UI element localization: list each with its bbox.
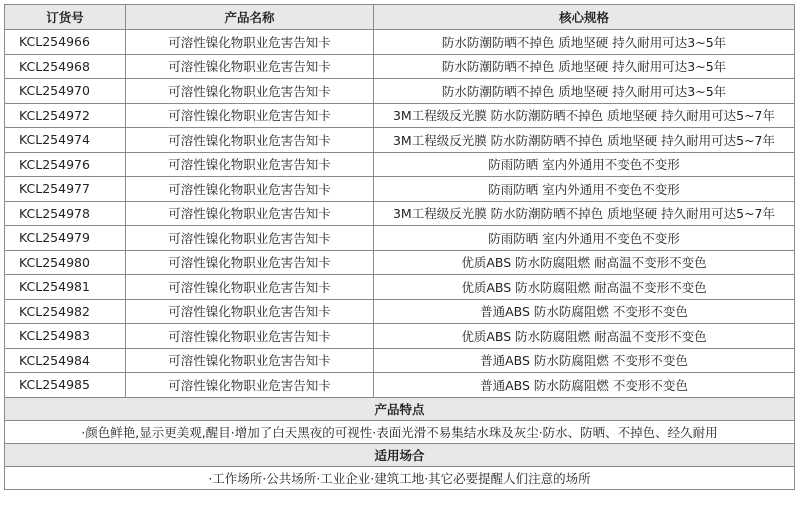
table-row <box>5 103 795 128</box>
order-number-cell: KCL254984 <box>5 348 126 373</box>
product-name-cell: 可溶性镍化物职业危害告知卡 <box>126 250 374 275</box>
core-spec-cell: 普通ABS 防水防腐阻燃 不变形不变色 <box>374 348 795 373</box>
table-row <box>5 348 795 373</box>
table-row <box>5 275 795 300</box>
applications-title-row <box>5 443 795 466</box>
product-name-cell: 可溶性镍化物职业危害告知卡 <box>126 373 374 398</box>
core-spec-cell: 防雨防晒 室内外通用不变色不变形 <box>374 152 795 177</box>
table-row <box>5 373 795 398</box>
product-name-cell: 可溶性镍化物职业危害告知卡 <box>126 226 374 251</box>
table-row <box>5 226 795 251</box>
order-number-cell: KCL254981 <box>5 275 126 300</box>
applications-text-row <box>5 466 795 489</box>
table-row <box>5 152 795 177</box>
product-name-cell: 可溶性镍化物职业危害告知卡 <box>126 299 374 324</box>
product-name-cell: 可溶性镍化物职业危害告知卡 <box>126 348 374 373</box>
table-row <box>5 54 795 79</box>
table-row <box>5 177 795 202</box>
order-number-cell: KCL254978 <box>5 201 126 226</box>
core-spec-cell: 3M工程级反光膜 防水防潮防晒不掉色 质地坚硬 持久耐用可达5~7年 <box>374 128 795 153</box>
core-spec-cell: 3M工程级反光膜 防水防潮防晒不掉色 质地坚硬 持久耐用可达5~7年 <box>374 201 795 226</box>
table-row <box>5 324 795 349</box>
core-spec-cell: 优质ABS 防水防腐阻燃 耐高温不变形不变色 <box>374 275 795 300</box>
product-name-cell: 可溶性镍化物职业危害告知卡 <box>126 177 374 202</box>
core-spec-cell: 防雨防晒 室内外通用不变色不变形 <box>374 177 795 202</box>
order-number-cell: KCL254968 <box>5 54 126 79</box>
header-product-name: 产品名称 <box>126 5 374 30</box>
order-number-cell: KCL254985 <box>5 373 126 398</box>
core-spec-cell: 普通ABS 防水防腐阻燃 不变形不变色 <box>374 299 795 324</box>
table-row <box>5 201 795 226</box>
core-spec-cell: 优质ABS 防水防腐阻燃 耐高温不变形不变色 <box>374 324 795 349</box>
table-row <box>5 250 795 275</box>
header-core-spec: 核心规格 <box>374 5 795 30</box>
core-spec-cell: 防雨防晒 室内外通用不变色不变形 <box>374 226 795 251</box>
product-name-cell: 可溶性镍化物职业危害告知卡 <box>126 79 374 104</box>
core-spec-cell: 普通ABS 防水防腐阻燃 不变形不变色 <box>374 373 795 398</box>
table-body <box>5 30 795 398</box>
table-row <box>5 128 795 153</box>
product-name-cell: 可溶性镍化物职业危害告知卡 <box>126 152 374 177</box>
features-text-row <box>5 420 795 443</box>
core-spec-cell: 防水防潮防晒不掉色 质地坚硬 持久耐用可达3~5年 <box>374 30 795 55</box>
order-number-cell: KCL254982 <box>5 299 126 324</box>
core-spec-cell: 3M工程级反光膜 防水防潮防晒不掉色 质地坚硬 持久耐用可达5~7年 <box>374 103 795 128</box>
order-number-cell: KCL254974 <box>5 128 126 153</box>
table-header-row <box>5 5 795 30</box>
product-table-container <box>4 4 795 490</box>
order-number-cell: KCL254979 <box>5 226 126 251</box>
applications-text: ·工作场所·公共场所·工业企业·建筑工地·其它必要提醒人们注意的场所 <box>5 466 795 489</box>
features-text: ·颜色鲜艳,显示更美观,醒目·增加了白天黑夜的可视性·表面光滑不易集结水珠及灰尘·防水、防晒、不掉色、经久耐用 <box>5 420 795 443</box>
product-name-cell: 可溶性镍化物职业危害告知卡 <box>126 201 374 226</box>
product-name-cell: 可溶性镍化物职业危害告知卡 <box>126 324 374 349</box>
table-row <box>5 79 795 104</box>
applications-title: 适用场合 <box>5 443 795 466</box>
order-number-cell: KCL254970 <box>5 79 126 104</box>
product-table <box>4 4 795 490</box>
product-name-cell: 可溶性镍化物职业危害告知卡 <box>126 30 374 55</box>
core-spec-cell: 防水防潮防晒不掉色 质地坚硬 持久耐用可达3~5年 <box>374 79 795 104</box>
header-order-number: 订货号 <box>5 5 126 30</box>
features-title: 产品特点 <box>5 397 795 420</box>
features-title-row <box>5 397 795 420</box>
order-number-cell: KCL254980 <box>5 250 126 275</box>
order-number-cell: KCL254977 <box>5 177 126 202</box>
product-name-cell: 可溶性镍化物职业危害告知卡 <box>126 275 374 300</box>
core-spec-cell: 优质ABS 防水防腐阻燃 耐高温不变形不变色 <box>374 250 795 275</box>
order-number-cell: KCL254966 <box>5 30 126 55</box>
product-name-cell: 可溶性镍化物职业危害告知卡 <box>126 54 374 79</box>
core-spec-cell: 防水防潮防晒不掉色 质地坚硬 持久耐用可达3~5年 <box>374 54 795 79</box>
table-row <box>5 299 795 324</box>
product-name-cell: 可溶性镍化物职业危害告知卡 <box>126 103 374 128</box>
order-number-cell: KCL254983 <box>5 324 126 349</box>
order-number-cell: KCL254972 <box>5 103 126 128</box>
order-number-cell: KCL254976 <box>5 152 126 177</box>
product-name-cell: 可溶性镍化物职业危害告知卡 <box>126 128 374 153</box>
table-row <box>5 30 795 55</box>
